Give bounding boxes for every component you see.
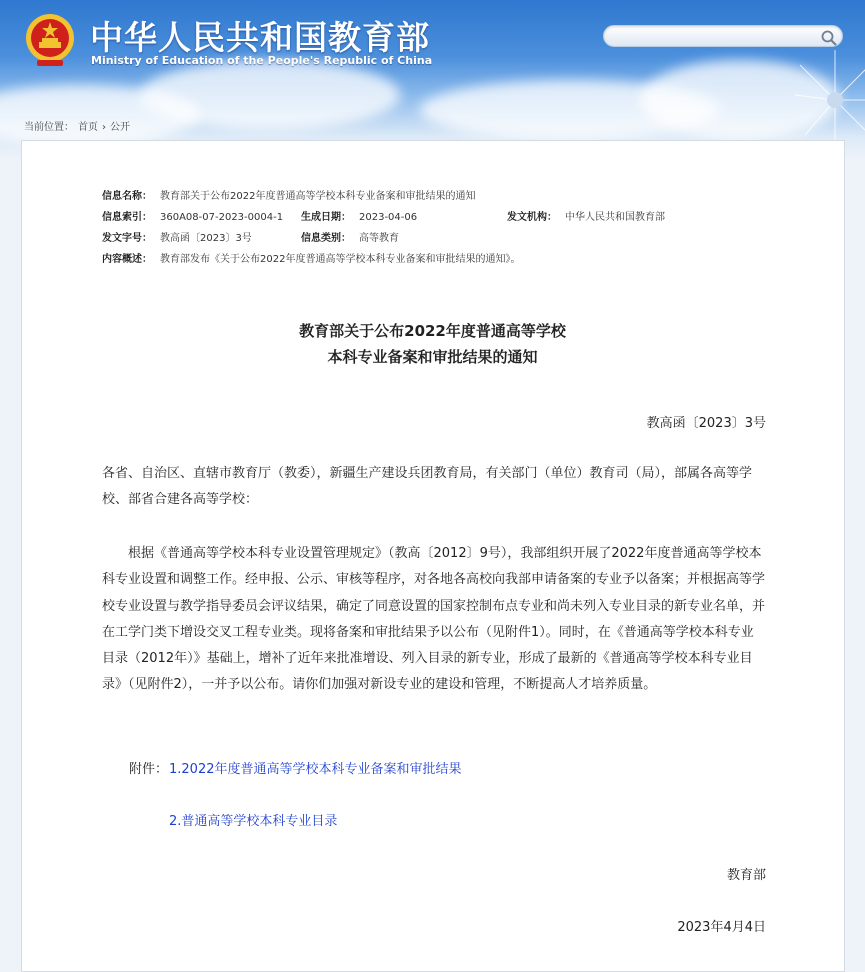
document-number: 教高函〔2023〕3号 bbox=[646, 416, 766, 431]
national-emblem-icon bbox=[23, 12, 77, 68]
search-input[interactable] bbox=[603, 25, 843, 47]
meta-index-label: 信息索引： bbox=[102, 212, 152, 223]
meta-name-label: 信息名称： bbox=[102, 191, 152, 202]
meta-org-label: 发文机构： bbox=[507, 212, 557, 223]
site-header bbox=[0, 0, 865, 160]
document-title-line1: 教育部关于公布2022年度普通高等学校 bbox=[299, 322, 566, 340]
meta-org-value: 中华人民共和国教育部 bbox=[565, 212, 665, 223]
salutation: 各省、自治区、直辖市教育厅（教委），新疆生产建设兵团教育局，有关部门（单位）教育司（局），部属各高等学校、部省合建各高等学校： bbox=[102, 466, 753, 508]
meta-category-label: 信息类别： bbox=[301, 233, 351, 244]
meta-summary-row bbox=[102, 250, 520, 265]
meta-date-value: 2023-04-06 bbox=[359, 212, 418, 223]
meta-org-row bbox=[507, 208, 665, 223]
attachment-2-link[interactable]: 2.普通高等学校本科专业目录 bbox=[169, 814, 338, 829]
meta-category-value: 高等教育 bbox=[359, 233, 399, 244]
meta-docno-label: 发文字号： bbox=[102, 233, 152, 244]
meta-date-row bbox=[301, 208, 417, 223]
breadcrumb-home-link[interactable]: 首页 bbox=[78, 122, 98, 133]
breadcrumb bbox=[24, 118, 134, 133]
attachment-1-link[interactable]: 1.2022年度普通高等学校本科专业备案和审批结果 bbox=[169, 762, 462, 777]
sign-date: 2023年4月4日 bbox=[677, 920, 766, 935]
site-subtitle: Ministry of Education of the People's Republic of China bbox=[91, 54, 433, 67]
meta-name-row bbox=[102, 187, 475, 202]
meta-summary-label: 内容概述： bbox=[102, 254, 152, 265]
site-title: 中华人民共和国教育部 bbox=[90, 18, 430, 57]
meta-docno-row bbox=[102, 229, 252, 244]
breadcrumb-current[interactable]: 公开 bbox=[110, 122, 130, 133]
document-title-line2: 本科专业备案和审批结果的通知 bbox=[327, 348, 538, 366]
meta-docno-value: 教高函〔2023〕3号 bbox=[160, 233, 252, 244]
meta-index-value: 360A08-07-2023-0004-1 bbox=[160, 212, 284, 223]
search-icon[interactable] bbox=[820, 29, 838, 47]
meta-index-row bbox=[102, 208, 283, 223]
meta-date-label: 生成日期： bbox=[301, 212, 351, 223]
attachments-label: 附件： bbox=[129, 762, 169, 777]
signer: 教育部 bbox=[726, 868, 766, 883]
meta-category-row bbox=[301, 229, 399, 244]
meta-summary-value: 教育部发布《关于公布2022年度普通高等学校本科专业备案和审批结果的通知》。 bbox=[160, 254, 521, 265]
breadcrumb-separator: › bbox=[102, 122, 106, 133]
breadcrumb-label: 当前位置： bbox=[24, 122, 74, 133]
meta-name-value: 教育部关于公布2022年度普通高等学校本科专业备案和审批结果的通知 bbox=[160, 191, 476, 202]
main-paragraph: 根据《普通高等学校本科专业设置管理规定》（教高〔2012〕9号），我部组织开展了2022年度普通高等学校本科专业设置和调整工作。经申报、公示、审核等程序，对各地各高校向我部申请备案的专业予以备案；并根据高等学校专业设置与教学指导委员会评议结果，确定了同意设置的国家控制布点专业和尚未列入专业目录的新专业名单，并在工学门类下增设交叉工程专业类。现将备案和审批结果予以公布（见附件1）。同时，在《普通高等学校本科专业目录（2012年）》基础上，增补了近年来批准增设、列入目录的新专业，形成了最新的《普通高等学校本科专业目录》（见附件2），一并予以公布。请你们加强对新设专业的建设和管理，不断提高人才培养质量。 bbox=[102, 546, 766, 693]
